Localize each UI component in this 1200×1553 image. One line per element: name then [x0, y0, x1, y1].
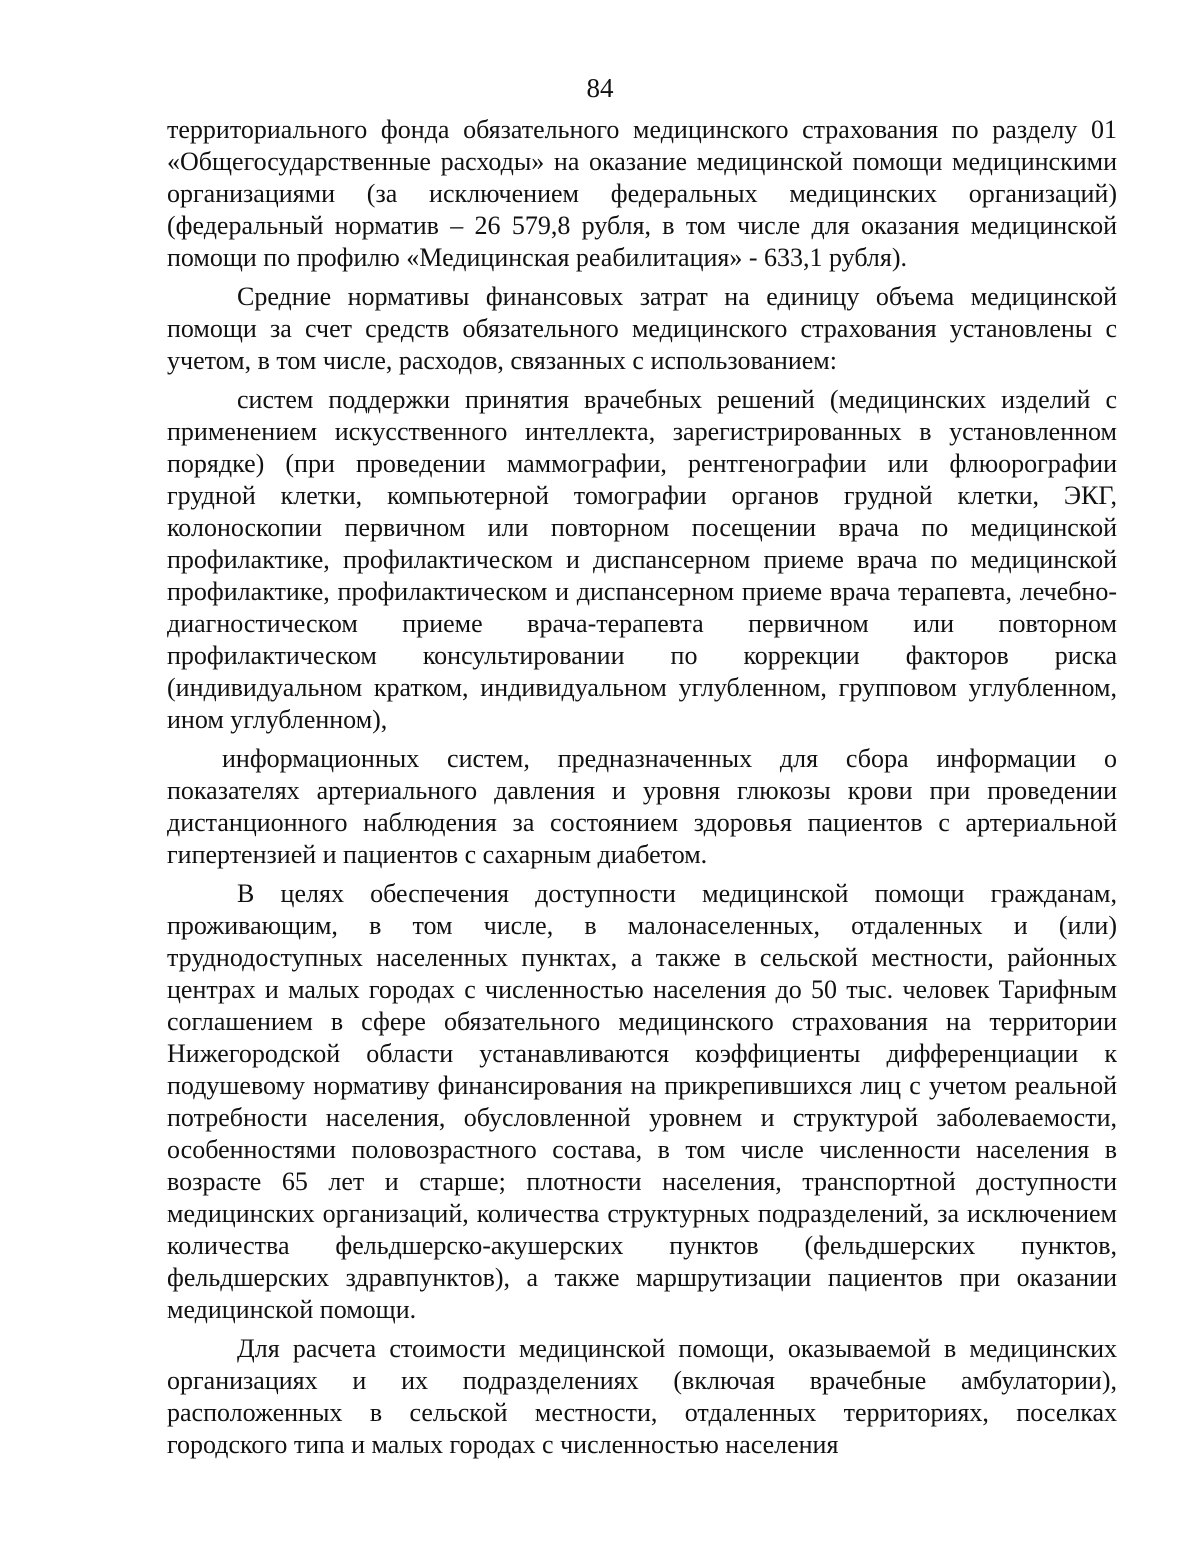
- page-number: 84: [586, 73, 614, 103]
- paragraph-1: территориального фонда обязательного медицинского страхования по разделу 01 «Общегосударственные расходы» на оказание медицинской помощи медицинскими организациями (за исключением федеральных медицинских организаций) (федеральный норматив – 26 579,8 рубля, в том числе для оказания медицинской помощи по профилю «Медицинская реабилитация» - 633,1 рубля).: [167, 115, 1117, 272]
- paragraph-6: Для расчета стоимости медицинской помощи, оказываемой в медицинских организациях и их подразделениях (включая врачебные амбулатории), расположенных в сельской местности, отдаленных территориях, поселках городского типа и малых городах с численностью населения: [167, 1334, 1117, 1459]
- document-body: [167, 114, 1117, 1461]
- paragraph-3: систем поддержки принятия врачебных решений (медицинских изделий с применением искусственного интеллекта, зарегистрированных в установленном порядке) (при проведении маммографии, рентгенографии или флюорографии грудной клетки, компьютерной томографии органов грудной клетки, ЭКГ, колоноскопии первичном или повторном посещении врача по медицинской профилактике, профилактическом и диспансерном приеме врача по медицинской профилактике, профилактическом и диспансерном приеме врача терапевта, лечебно-диагностическом приеме врача-терапевта первичном или повторном профилактическом консультировании по коррекции факторов риска (индивидуальном кратком, индивидуальном углубленном, групповом углубленном, ином углубленном),: [167, 385, 1117, 734]
- paragraph-4: информационных систем, предназначенных для сбора информации о показателях артериального давления и уровня глюкозы крови при проведении дистанционного наблюдения за состоянием здоровья пациентов с артериальной гипертензией и пациентов с сахарным диабетом.: [167, 744, 1117, 869]
- paragraph-2: Средние нормативы финансовых затрат на единицу объема медицинской помощи за счет средств обязательного медицинского страхования установлены с учетом, в том числе, расходов, связанных с использованием:: [167, 282, 1117, 375]
- paragraph-5: В целях обеспечения доступности медицинской помощи гражданам, проживающим, в том числе, в малонаселенных, отдаленных и (или) труднодоступных населенных пунктах, а также в сельской местности, районных центрах и малых городах с численностью населения до 50 тыс. человек Тарифным соглашением в сфере обязательного медицинского страхования на территории Нижегородской области устанавливаются коэффициенты дифференциации к подушевому нормативу финансирования на прикрепившихся лиц с учетом реальной потребности населения, обусловленной уровнем и структурой заболеваемости, особенностями половозрастного состава, в том числе численности населения в возрасте 65 лет и старше; плотности населения, транспортной доступности медицинских организаций, количества структурных подразделений, за исключением количества фельдшерско-акушерских пунктов (фельдшерских пунктов, фельдшерских здравпунктов), а также маршрутизации пациентов при оказании медицинской помощи.: [167, 879, 1117, 1324]
